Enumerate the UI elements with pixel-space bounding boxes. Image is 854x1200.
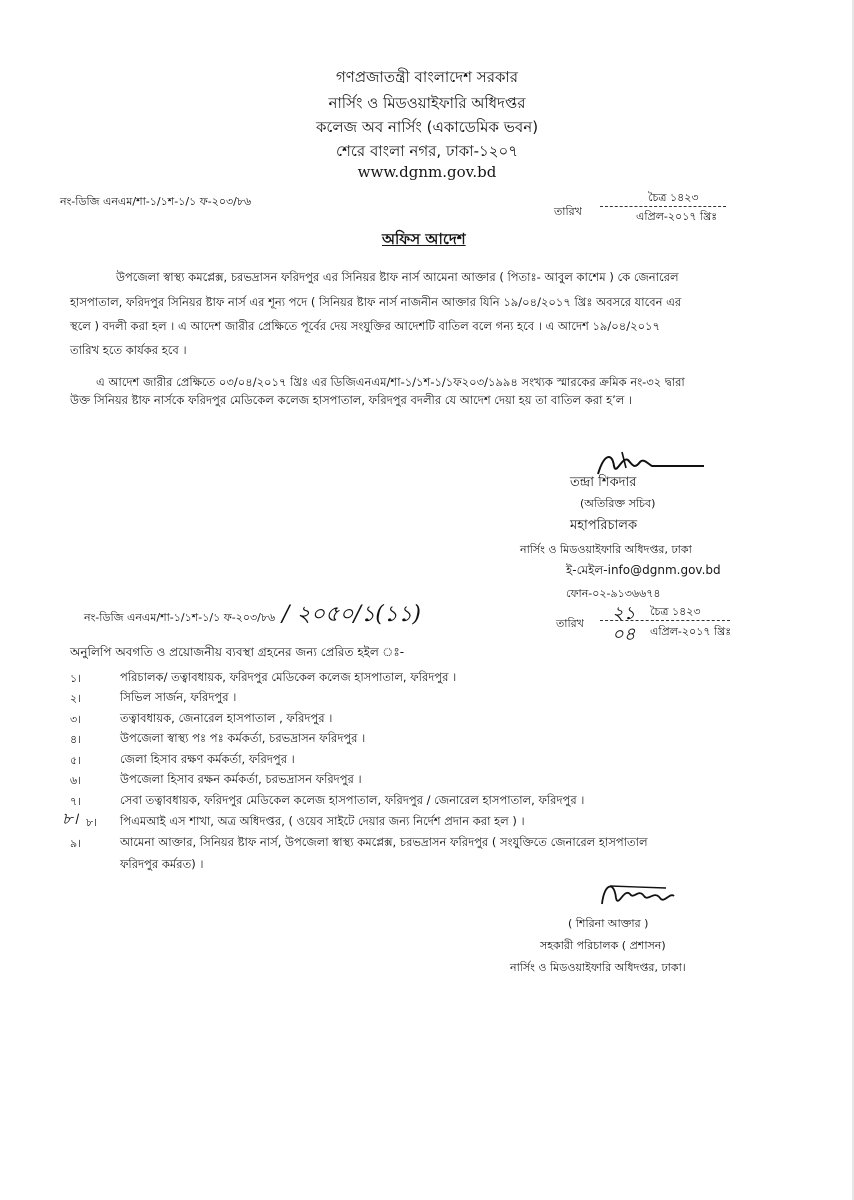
signatory1-designation: মহাপরিচালক	[570, 518, 638, 533]
memo-number-2: নং-ডিজি এনএম/শা-১/১শ-১/১ ফ-২০৩/৮৬	[84, 611, 276, 624]
handwritten-memo-no: / ২০৫০/১(১১)	[282, 602, 421, 627]
copy-num: ৫।	[70, 754, 82, 767]
copy-num: ১।	[70, 672, 82, 685]
signatory1-name: তন্দ্রা শিকদার	[570, 475, 637, 490]
copy-num: ৪।	[70, 733, 82, 746]
english-date-2: এপ্রিল-২০১৭ খ্রিঃ	[650, 625, 732, 638]
handwritten-day-english: ০৪	[612, 624, 636, 645]
para1-line3: স্থলে ) বদলী করা হল । এ আদেশ জারীর প্রেক্ষিতে পূর্বের দেয় সংযুক্তির আদেশটি বাতিল বলে গন্য হবে । এ আদেশ ১৯/০৪/২০১৭	[70, 319, 660, 333]
signatory1-rank: (অতিরিক্ত সচিব)	[580, 497, 656, 510]
copy-num: ৩।	[70, 713, 82, 726]
bangla-date-2: চৈত্র ১৪২৩	[650, 605, 701, 618]
para2-line1: এ আদেশ জারীর প্রেক্ষিতে ০৩/০৪/২০১৭ খ্রিঃ এর ডিজিএনএম/শা-১/১শ-১/১ফ২০৩/১৯৯৪ সংখ্যক স্মারকের ক্রমিক নং-৩২ দ্বারা	[96, 375, 685, 389]
date-label-2: তারিখ	[556, 617, 584, 630]
para1-line4: তারিখ হতে কার্যকর হবে ।	[70, 343, 187, 357]
signatory2-designation: সহকারী পরিচালক ( প্রশাসন)	[540, 939, 666, 952]
order-title: অফিস আদেশ	[382, 230, 466, 248]
signatory1-phone: ফোন-০২-৯১৩৬৬৭৪	[566, 587, 661, 600]
copy-num: ৭।	[70, 795, 82, 808]
govt-title: গণপ্রজাতন্ত্রী বাংলাদেশ সরকার	[335, 68, 519, 86]
signatory1-email: ই-মেইল-info@dgnm.gov.bd	[566, 563, 721, 577]
para1-line1: উপজেলা স্বাস্থ্য কমপ্লেক্স, চরভদ্রাসন ফরিদপুর এর সিনিয়র ষ্টাফ নার্স আমেনা আক্তার ( পিতাঃ- আবুল কাশেম ) কে জেনারেল	[116, 270, 679, 284]
copy-item: উপজেলা হিসাব রক্ষন কর্মকর্তা, চরভদ্রাসন ফরিদপুর ।	[120, 772, 362, 786]
copy-num: ৯।	[70, 837, 82, 850]
handwritten-mark-8: ৮।	[62, 809, 79, 828]
signature-2	[596, 874, 676, 918]
bangla-date: চৈত্র ১৪২৩	[648, 191, 699, 204]
signatory2-office: নার্সিং ও মিডওয়াইফারি অধিদপ্তর, ঢাকা।	[510, 961, 686, 974]
website: www.dgnm.gov.bd	[357, 163, 497, 181]
signature-2-scrawl	[596, 874, 676, 914]
copy-item: আমেনা আক্তার, সিনিয়র ষ্টাফ নার্স, উপজেলা স্বাস্থ্য কমপ্লেক্স, চরভদ্রাসন ফরিদপুর ( সংযুক্তিতে জেনারেল হাসপাতাল	[120, 835, 648, 849]
para2-line2: উক্ত সিনিয়র ষ্টাফ নার্সকে ফরিদপুর মেডিকেল কলেজ হাসপাতাল, ফরিদপুর বদলীর যে আদেশ দেয়া হয় তা বাতিল করা হ’ল ।	[70, 393, 633, 407]
date-dashes	[600, 206, 726, 207]
copy-intro: অনুলিপি অবগতি ও প্রয়োজনীয় ব্যবস্থা গ্রহনের জন্য প্রেরিত হইল ঃ-	[70, 645, 405, 659]
copy-item: উপজেলা স্বাস্থ্য পঃ পঃ কর্মকর্তা, চরভদ্রাসন ফরিদপুর ।	[120, 731, 366, 745]
copy-item: তত্বাবধায়ক, জেনারেল হাসপাতাল , ফরিদপুর ।	[120, 711, 333, 725]
copy-item: সেবা তত্বাবধায়ক, ফরিদপুর মেডিকেল কলেজ হাসপাতাল, ফরিদপুর / জেনারেল হাসপাতাল, ফরিদপুর ।	[120, 793, 585, 807]
date-label: তারিখ	[554, 205, 582, 218]
copy-item: সিভিল সার্জন, ফরিদপুর ।	[120, 690, 237, 704]
memo-number: নং-ডিজি এনএম/শা-১/১শ-১/১ ফ-২০৩/৮৬	[60, 195, 252, 208]
copy-item-continued: ফরিদপুর কর্মরত) ।	[120, 857, 204, 871]
copy-num: ২।	[70, 692, 82, 705]
copy-num: ৮।	[86, 816, 98, 829]
english-date: এপ্রিল-২০১৭ খ্রিঃ	[636, 210, 718, 223]
address: শেরে বাংলা নগর, ঢাকা-১২০৭	[335, 142, 519, 160]
signatory1-office: নার্সিং ও মিডওয়াইফারি অধিদপ্তর, ঢাকা	[520, 543, 692, 556]
copy-item: পিএমআই এস শাখা, অত্র অধিদপ্তর, ( ওয়েব সাইটে দেয়ার জন্য নির্দেশ প্রদান করা হল ) ।	[120, 814, 525, 828]
directorate-name: নার্সিং ও মিডওয়াইফারি অধিদপ্তর	[328, 94, 526, 112]
copy-item: পরিচালক/ তত্বাবধায়ক, ফরিদপুর মেডিকেল কলেজ হাসপাতাল, ফরিদপুর ।	[120, 670, 457, 684]
copy-num: ৬।	[70, 774, 82, 787]
date-dashes-2	[600, 620, 730, 621]
handwritten-day-bangla: ২১	[612, 603, 636, 624]
college-name: কলেজ অব নার্সিং (একাডেমিক ভবন)	[315, 118, 539, 136]
copy-item: জেলা হিসাব রক্ষণ কর্মকর্তা, ফরিদপুর ।	[120, 752, 295, 766]
para1-line2: হাসপাতাল, ফরিদপুর সিনিয়র ষ্টাফ নার্স এর শূন্য পদে ( সিনিয়র ষ্টাফ নার্স নাজনীন আক্তার যিনি ১৯/০৪/২০১৭ খ্রিঃ অবসরে যাবেন এর	[70, 295, 682, 309]
signatory2-name: ( শিরিনা আক্তার )	[568, 917, 649, 930]
